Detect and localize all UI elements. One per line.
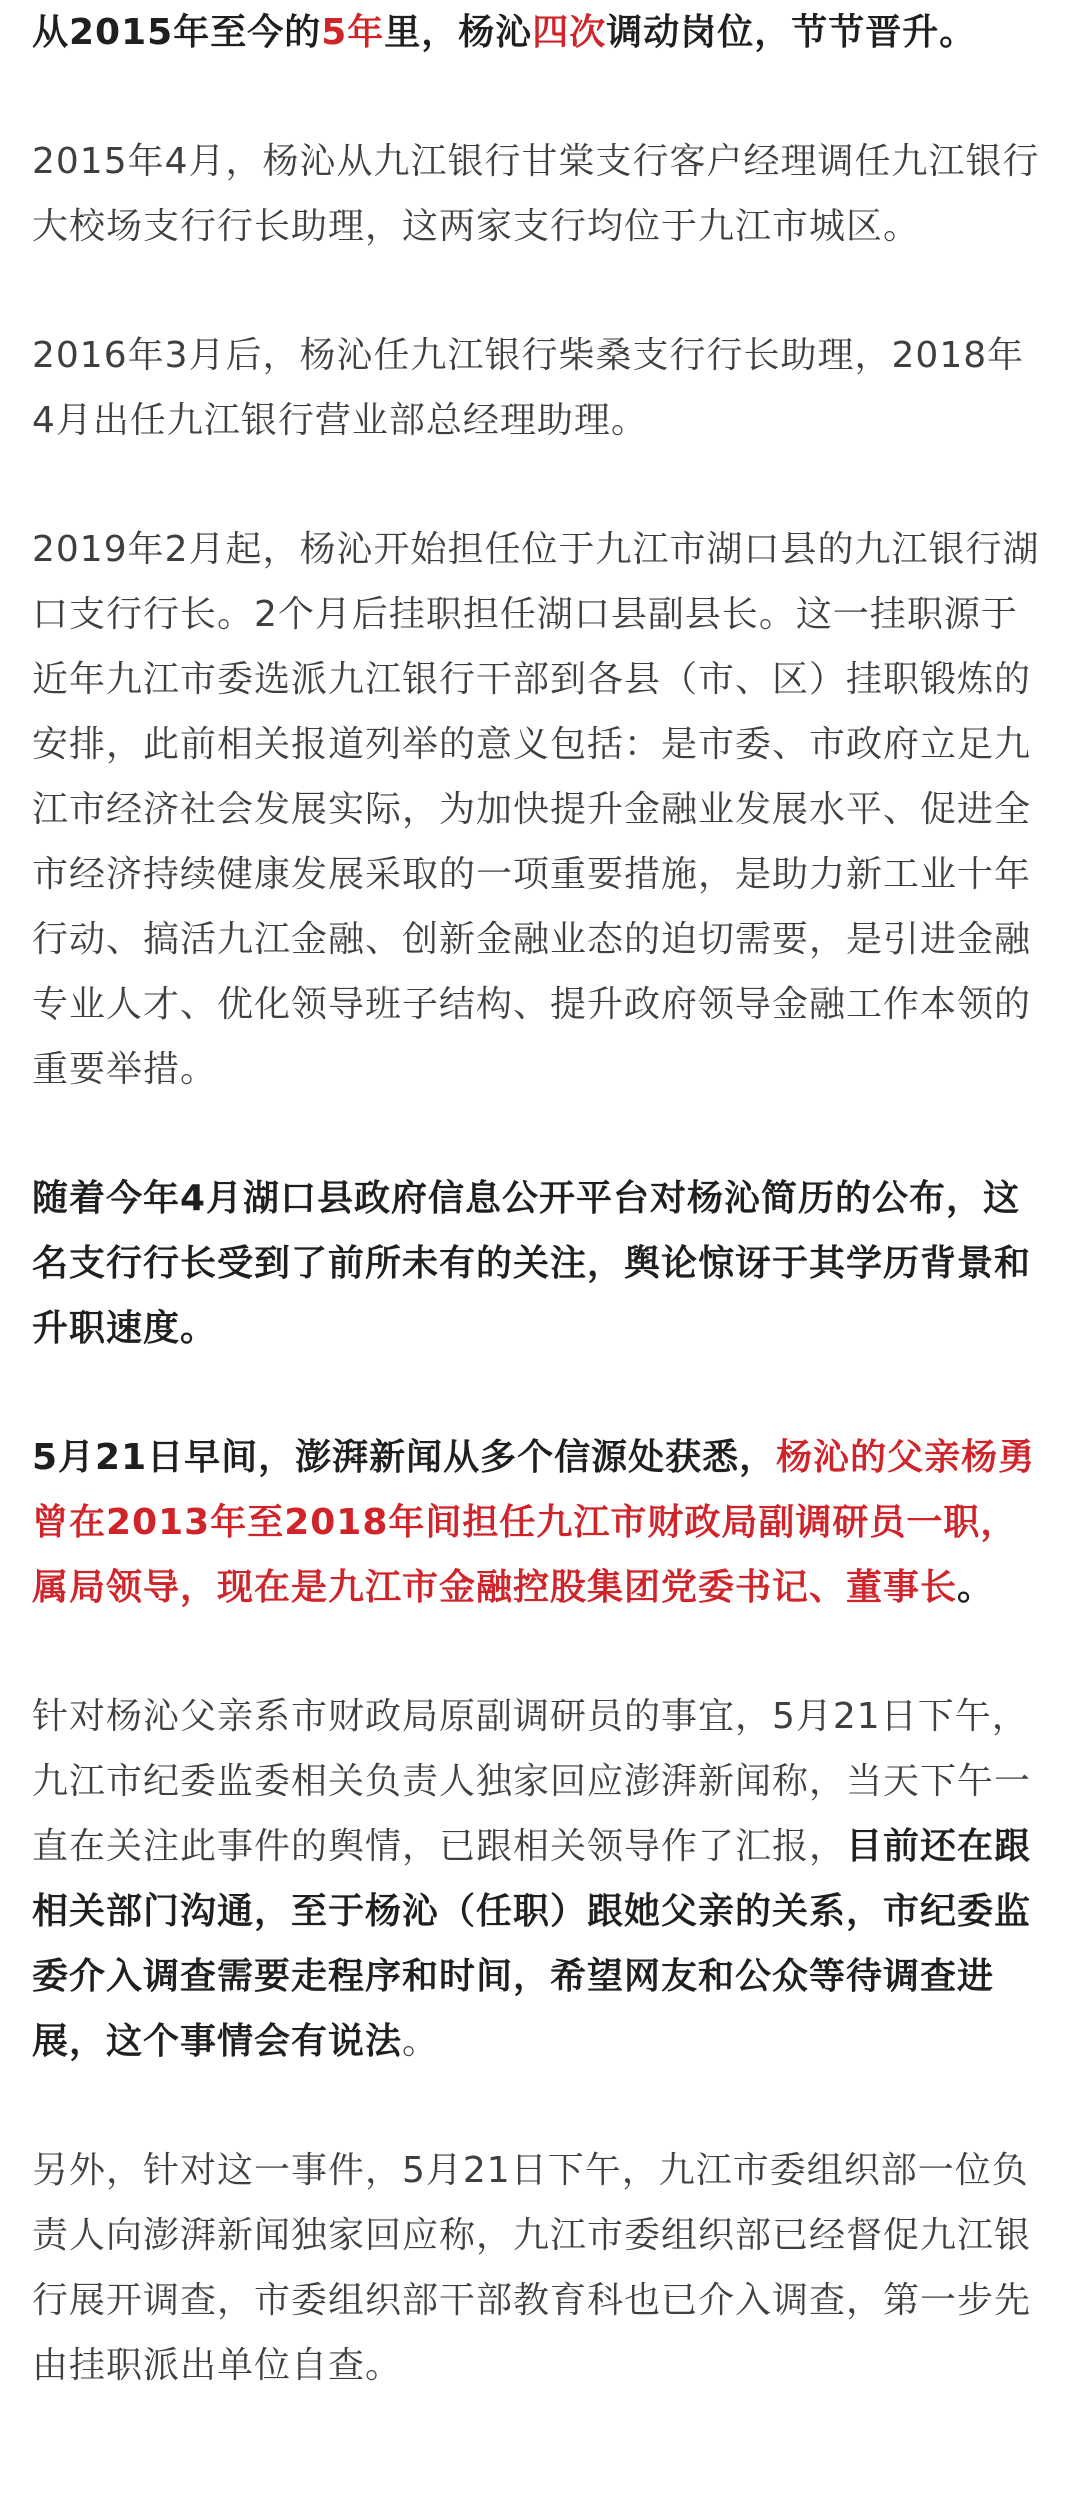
summary-text-1: 从2015年至今的: [32, 12, 322, 53]
paragraph-2015: 2015年4月，杨沁从九江银行甘棠支行客户经理调任九江银行大校场支行行长助理，这两家支行均位于九江市城区。: [32, 141, 1040, 247]
summary-text-3: 调动岗位，节节晋升。: [606, 12, 977, 53]
paragraph-public-attention: 随着今年4月湖口县政府信息公开平台对杨沁简历的公布，这名支行行长受到了前所未有的关注，舆论惊讶于其学历背景和升职速度。: [32, 1178, 1032, 1349]
highlight-four-times: 四次: [532, 12, 607, 53]
paragraph-father-info: [32, 1425, 1048, 1620]
discipline-response-bold: 目前还在跟相关部门沟通，至于杨沁（任职）跟她父亲的关系，市纪委监委介入调查需要走程序和时间，希望网友和公众等待调查进展，这个事情会有说法: [32, 1826, 1032, 2062]
paragraph-summary: [32, 0, 1048, 65]
paragraph-gap: [32, 2074, 1048, 2138]
paragraph-gap: [32, 1620, 1048, 1684]
paragraph-2016: 2016年3月后，杨沁任九江银行柴桑支行行长助理，2018年4月出任九江银行营业部总经理助理。: [32, 335, 1025, 441]
paragraph-gap: [32, 453, 1048, 517]
highlight-five-years: 5年: [321, 12, 385, 53]
paragraph-discipline-response: [32, 1684, 1048, 2074]
father-info-end: 。: [957, 1567, 995, 1608]
paragraph-gap: [32, 65, 1048, 129]
paragraph-2019: 2019年2月起，杨沁开始担任位于九江市湖口县的九江银行湖口支行行长。2个月后挂职担任湖口县副县长。这一挂职源于近年九江市委选派九江银行干部到各县（市、区）挂职锻炼的安排，此前相关报道列举的意义包括：是市委、市政府立足九江市经济社会发展实际，为加快提升金融业发展水平、促进全市经济持续健康发展采取的一项重要措施，是助力新工业十年行动、搞活九江金融、创新金融业态的迫切需要，是引进金融专业人才、优化领导班子结构、提升政府领导金融工作本领的重要举措。: [32, 529, 1040, 1090]
father-info-highlight: 杨沁的父亲杨勇曾在2013年至2018年间担任九江市财政局副调研员一职，属局领导，现在是九江市金融控股集团党委书记、董事长: [32, 1437, 1036, 1608]
paragraph-gap: [32, 1361, 1048, 1425]
paragraph-gap: [32, 259, 1048, 323]
summary-text-2: 里，杨沁: [384, 12, 533, 53]
discipline-response-intro: 针对杨沁父亲系市财政局原副调研员的事宜，5月21日下午，九江市纪委监委相关负责人独家回应澎湃新闻称，当天下午一直在关注此事件的舆情，已跟相关领导作了汇报，: [32, 1696, 1032, 1867]
father-info-intro: 5月21日早间，澎湃新闻从多个信源处获悉，: [32, 1437, 777, 1478]
discipline-response-end: 。: [402, 2021, 440, 2062]
paragraph-gap: [32, 1102, 1048, 1166]
paragraph-organization-response: 另外，针对这一事件，5月21日下午，九江市委组织部一位负责人向澎湃新闻独家回应称，九江市委组织部已经督促九江银行展开调查，市委组织部干部教育科也已介入调查，第一步先由挂职派出单位自查。: [32, 2150, 1032, 2386]
